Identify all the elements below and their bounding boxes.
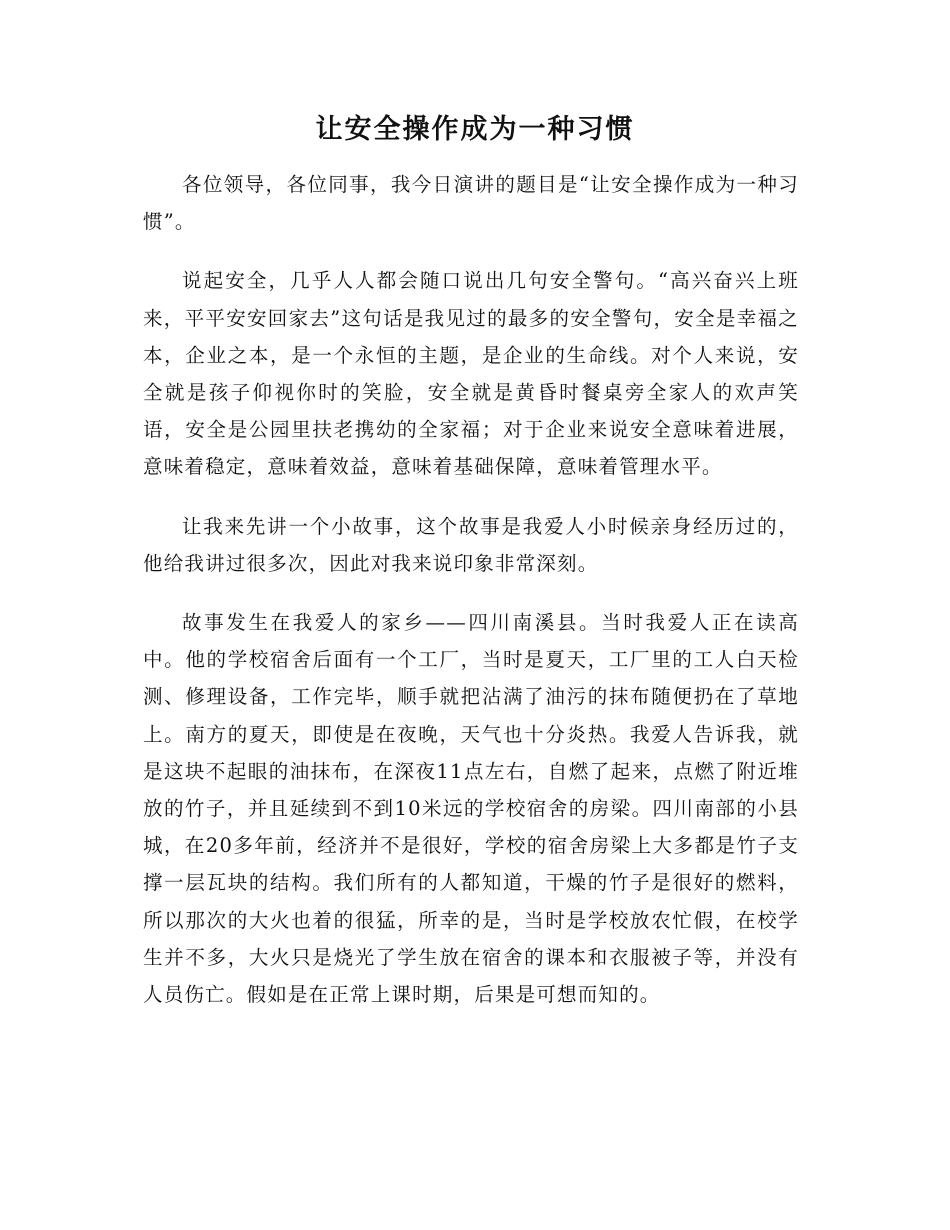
paragraph-story-intro: 让我来先讲一个小故事，这个故事是我爱人小时候亲身经历过的，他给我讲过很多次，因此对我来说印象非常深刻。 xyxy=(143,514,799,575)
paragraph-opening: 各位领导，各位同事，我今日演讲的题目是“让安全操作成为一种习惯”。 xyxy=(143,173,799,234)
document-body xyxy=(143,166,799,1035)
document-title: 让安全操作成为一种习惯 xyxy=(315,114,635,145)
paragraph-safety-meaning: 说起安全，几乎人人都会随口说出几句安全警句。“高兴奋兴上班来，平平安安回家去”这句话是我见过的最多的安全警句，安全是幸福之本，企业之本，是一个永恒的主题，是企业的生命线。对个人来说，安全就是孩子仰视你时的笑脸，安全就是黄昏时餐桌旁全家人的欢声笑语，安全是公园里扶老携幼的全家福；对于企业来说安全意味着进展，意味着稳定，意味着效益，意味着基础保障，意味着管理水平。 xyxy=(143,269,799,479)
paragraph-story: 故事发生在我爱人的家乡——四川南溪县。当时我爱人正在读高中。他的学校宿舍后面有一个工厂，当时是夏天，工厂里的工人白天检测、修理设备，工作完毕，顺手就把沾满了油污的抹布随便扔在了草地上。南方的夏天，即使是在夜晚，天气也十分炎热。我爱人告诉我，就是这块不起眼的油抹布，在深夜11点左右，自燃了起来，点燃了附近堆放的竹子，并且延续到不到10米远的学校宿舍的房梁。四川南部的小县城，在20多年前，经济并不是很好，学校的宿舍房梁上大多都是竹子支撑一层瓦块的结构。我们所有的人都知道，干燥的竹子是很好的燃料，所以那次的大火也着的很猛，所幸的是，当时是学校放农忙假，在校学生并不多，大火只是烧光了学生放在宿舍的课本和衣服被子等，并没有人员伤亡。假如是在正常上课时期，后果是可想而知的。 xyxy=(143,611,799,1007)
